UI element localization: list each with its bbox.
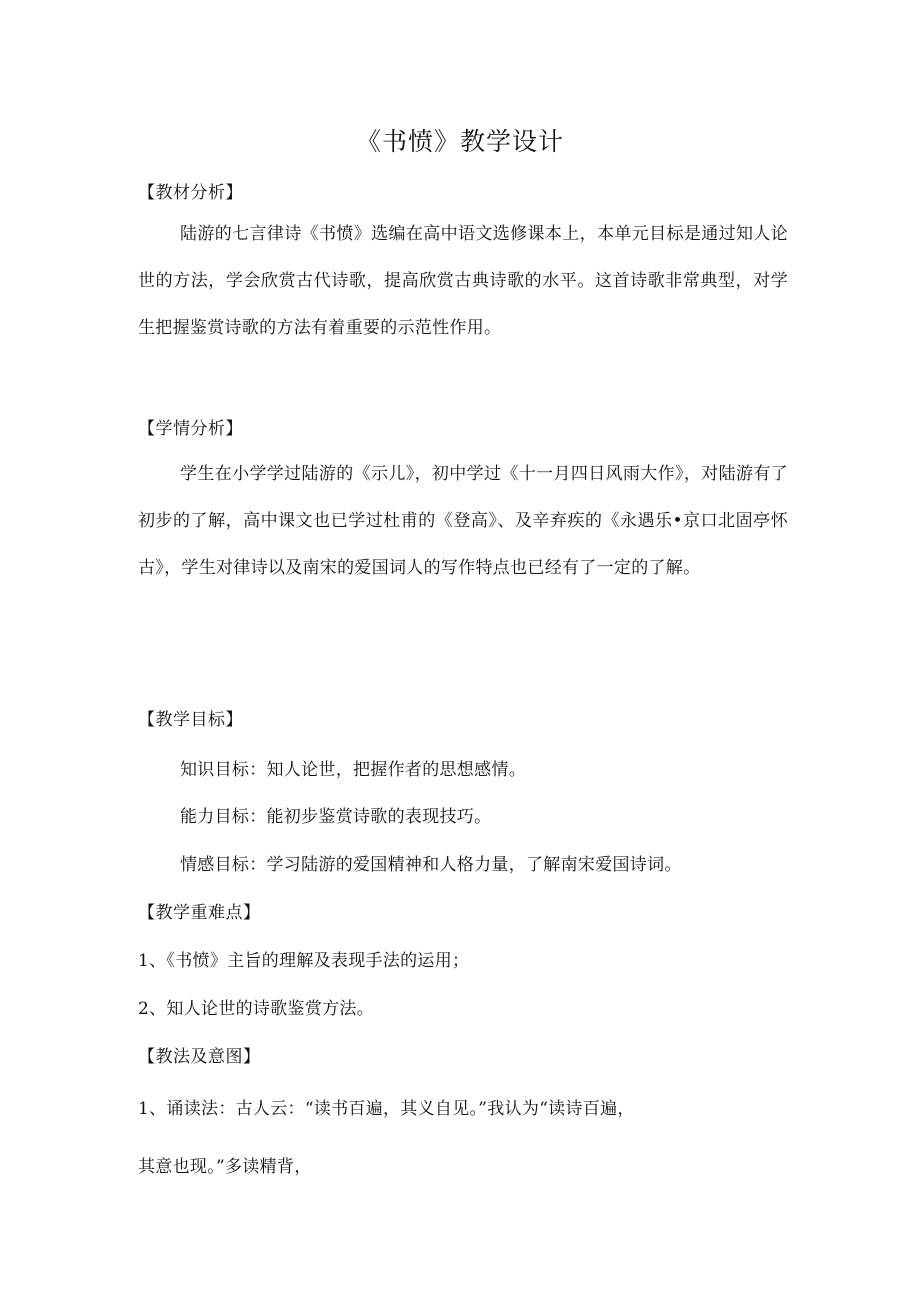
heading-key-points: 【教学重难点】 [138,903,261,923]
key-point-1: 1、《书愤》主旨的理解及表现手法的运用； [138,951,470,971]
method-1: 1、诵读法：古人云：“读书百遍，其义自见。”我认为“读诗百遍， [138,1099,635,1119]
goal-ability: 能力目标：能初步鉴赏诗歌的表现技巧。 [180,807,492,827]
goal-emotion: 情感目标：学习陆游的爱国精神和人格力量，了解南宋爱国诗词。 [180,855,682,875]
goal-knowledge: 知识目标：知人论世，把握作者的思想感情。 [180,760,526,780]
heading-teaching-methods: 【教法及意图】 [138,1047,261,1067]
document-title: 《书愤》教学设计 [355,127,564,156]
heading-material-analysis: 【教材分析】 [138,183,243,203]
heading-teaching-goals: 【教学目标】 [138,710,243,730]
paragraph-material-analysis: 陆游的七言律诗《书愤》选编在高中语文选修课本上，本单元目标是通过知人论世的方法，学会欣赏古代诗歌，提高欣赏古典诗歌的水平。这首诗歌非常典型，对学生把握鉴赏诗歌的方法有着重要的示范性作用。 [138,224,788,338]
paragraph-student-analysis: 学生在小学学过陆游的《示儿》，初中学过《十一月四日风雨大作》，对陆游有了初步的了解，高中课文也已学过杜甫的《登高》、及辛弃疾的《永遇乐•京口北固亭怀古》，学生对律诗以及南宋的爱国词人的写作特点也已经有了一定的了解。 [138,464,788,578]
key-point-2: 2、知人论世的诗歌鉴赏方法。 [138,999,375,1019]
method-1-continued: 其意也现。”多读精背， [138,1157,312,1177]
heading-student-analysis: 【学情分析】 [138,419,243,439]
